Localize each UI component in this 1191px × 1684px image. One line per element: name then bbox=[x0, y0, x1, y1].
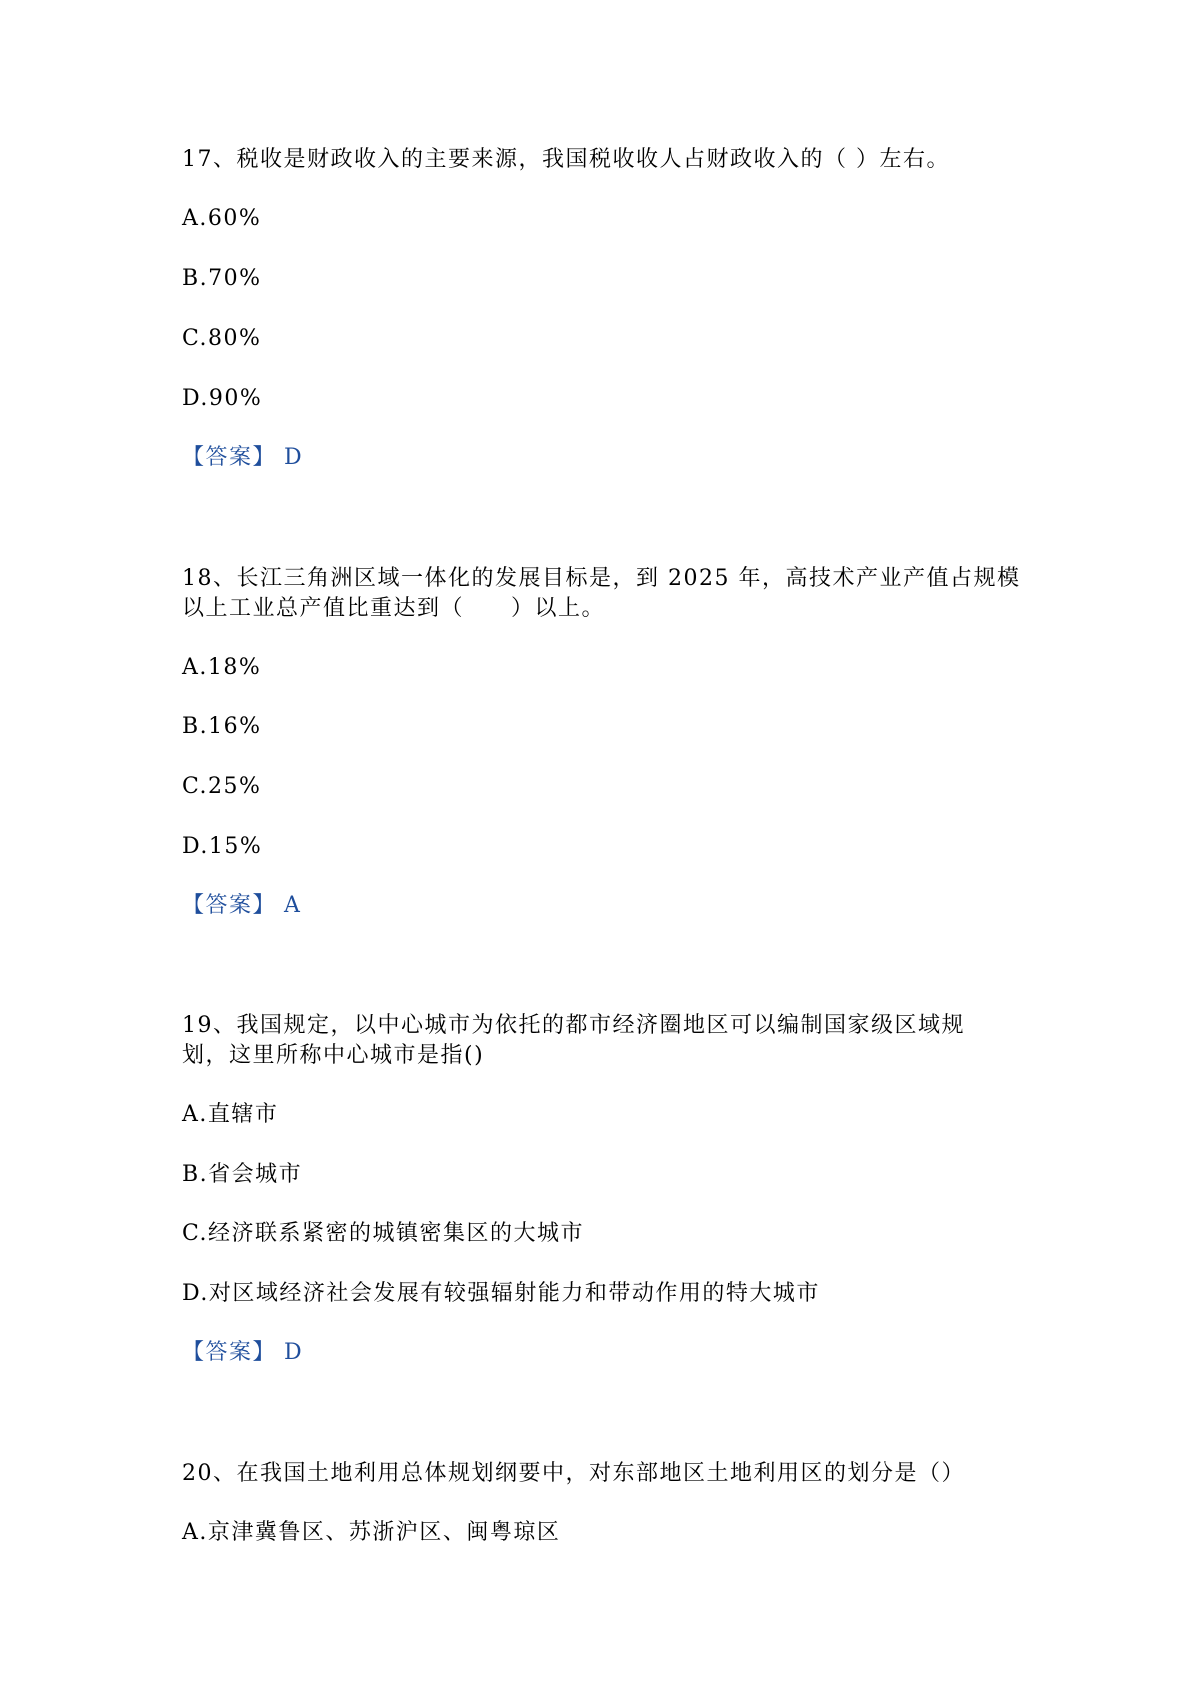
answer-label: 【答案】 bbox=[182, 893, 277, 918]
question-stem: 17、税收是财政收入的主要来源，我国税收收人占财政收入的（ ）左右。 bbox=[182, 147, 950, 172]
question-stem: 20、在我国土地利用总体规划纲要中，对东部地区土地利用区的划分是（） bbox=[182, 1461, 965, 1486]
option-a: A.60% bbox=[182, 206, 262, 231]
option-a: A.18% bbox=[182, 655, 262, 680]
option-c: C.80% bbox=[182, 326, 262, 351]
answer-line bbox=[182, 1338, 303, 1368]
question-stem-line-1: 18、长江三角洲区域一体化的发展目标是，到 2025 年，高技术产业产值占规模 bbox=[182, 566, 1021, 591]
option-c: C.经济联系紧密的城镇密集区的大城市 bbox=[182, 1221, 585, 1246]
option-a: A.直辖市 bbox=[182, 1102, 279, 1127]
option-a: A.京津冀鲁区、苏浙沪区、闽粤琼区 bbox=[182, 1520, 561, 1545]
option-b: B.70% bbox=[182, 266, 262, 291]
answer-label: 【答案】 bbox=[182, 445, 277, 470]
question-stem-line-2: 划，这里所称中心城市是指() bbox=[182, 1043, 485, 1068]
option-d: D.90% bbox=[182, 386, 263, 411]
answer-line bbox=[182, 443, 303, 473]
option-b: B.16% bbox=[182, 714, 262, 739]
option-d: D.15% bbox=[182, 834, 263, 859]
answer-value: A bbox=[284, 893, 302, 918]
answer-line bbox=[182, 891, 301, 921]
answer-label: 【答案】 bbox=[182, 1340, 277, 1365]
option-d: D.对区域经济社会发展有较强辐射能力和带动作用的特大城市 bbox=[182, 1281, 820, 1306]
question-stem-line-2: 以上工业总产值比重达到（ ）以上。 bbox=[182, 596, 606, 621]
option-b: B.省会城市 bbox=[182, 1162, 303, 1187]
option-c: C.25% bbox=[182, 774, 262, 799]
answer-value: D bbox=[284, 1340, 304, 1365]
question-stem-line-1: 19、我国规定，以中心城市为依托的都市经济圈地区可以编制国家级区域规 bbox=[182, 1013, 965, 1038]
answer-value: D bbox=[284, 445, 304, 470]
